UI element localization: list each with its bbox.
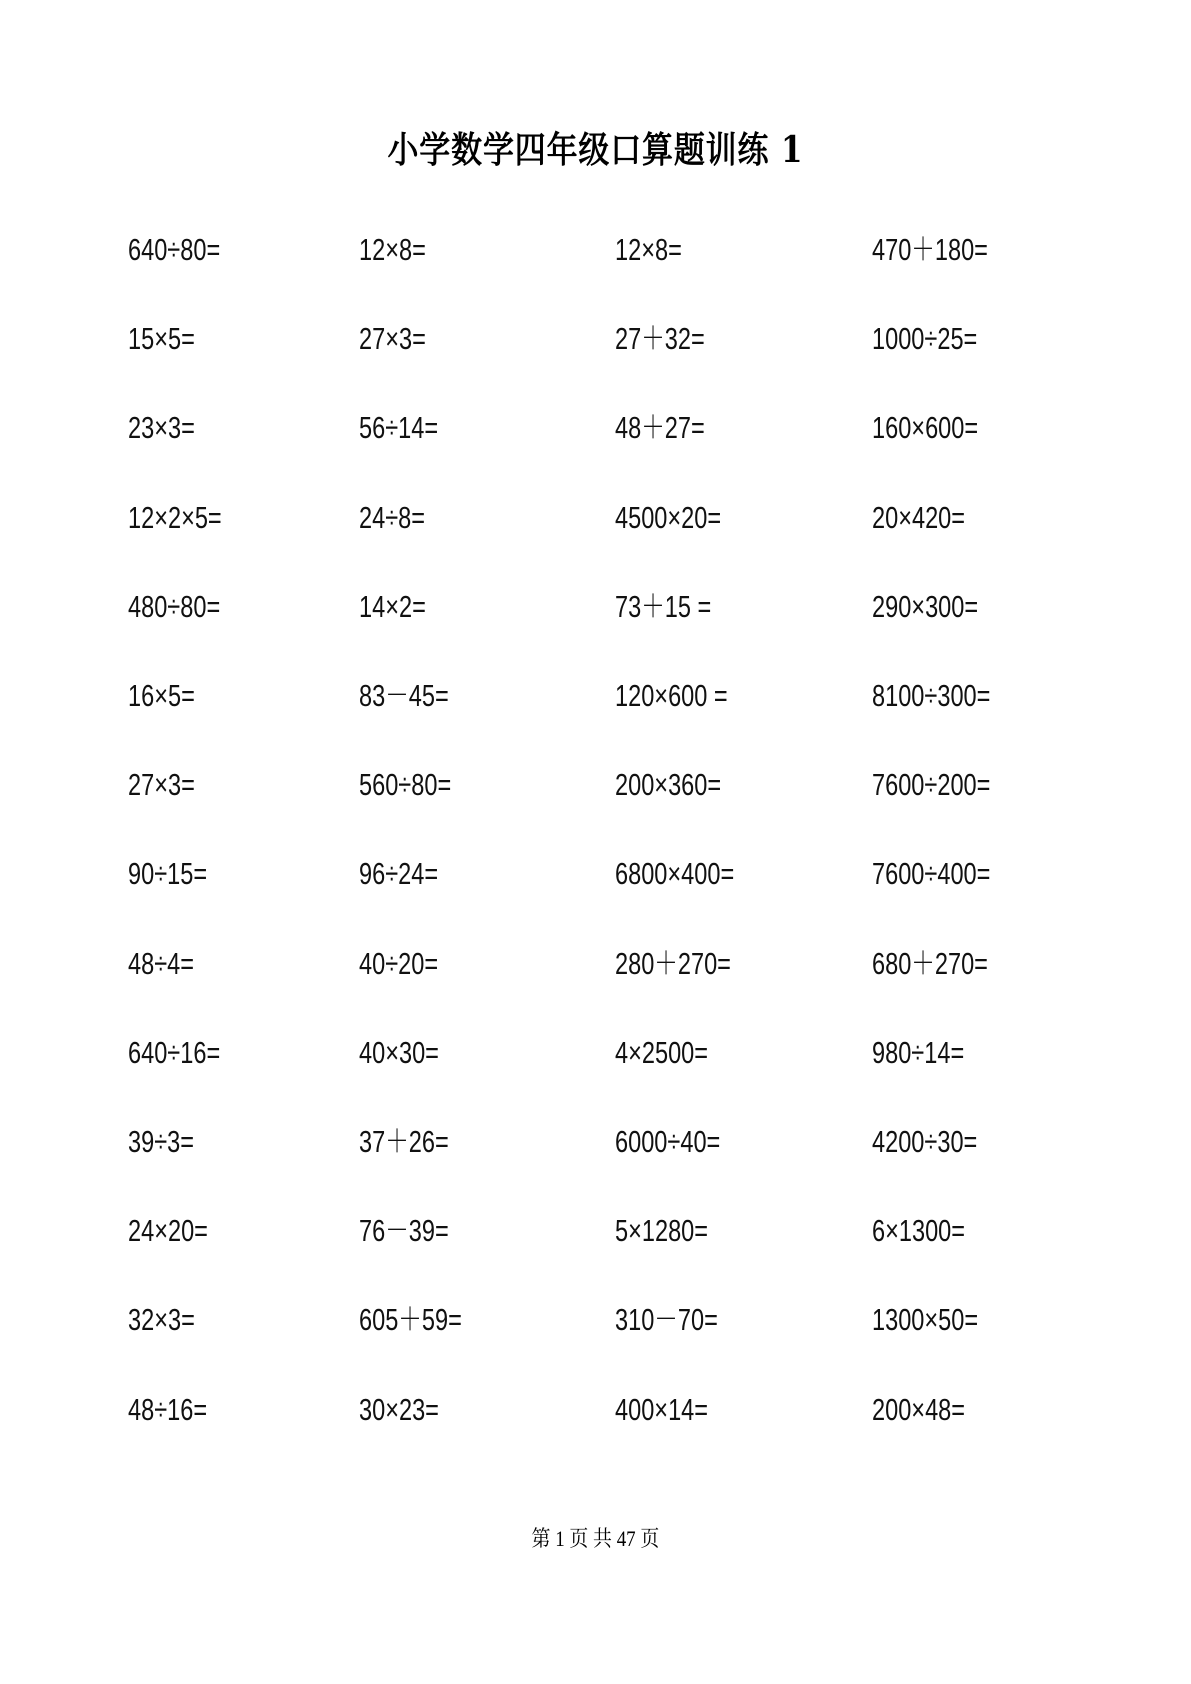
- problem-item: 24×20=: [128, 1213, 208, 1248]
- problem-item: 605＋59=: [359, 1302, 462, 1337]
- problem-item: 90÷15=: [128, 856, 208, 891]
- page-footer: 第 1 页 共 47 页: [531, 1526, 660, 1551]
- problem-item: 32×3=: [128, 1302, 195, 1337]
- problem-item: 14×2=: [359, 589, 426, 624]
- problem-item: 400×14=: [615, 1392, 709, 1427]
- problem-item: 16×5=: [128, 678, 195, 713]
- problem-item: 20×420=: [872, 500, 966, 535]
- problem-item: 1300×50=: [872, 1302, 979, 1337]
- problem-item: 40÷20=: [359, 946, 439, 981]
- problem-item: 23×3=: [128, 410, 195, 445]
- problem-item: 160×600=: [872, 410, 979, 445]
- problem-item: 12×8=: [359, 232, 426, 267]
- problem-item: 480÷80=: [128, 589, 221, 624]
- problem-item: 120×600 =: [615, 678, 728, 713]
- problem-item: 48＋27=: [615, 410, 705, 445]
- problem-item: 96÷24=: [359, 856, 439, 891]
- problem-item: 640÷80=: [128, 232, 221, 267]
- problem-item: 30×23=: [359, 1392, 439, 1427]
- problem-item: 1000÷25=: [872, 321, 978, 356]
- problem-item: 27＋32=: [615, 321, 705, 356]
- problem-item: 310－70=: [615, 1302, 718, 1337]
- problem-item: 7600÷200=: [872, 767, 991, 802]
- page-title: 小学数学四年级口算题训练 1: [387, 129, 804, 171]
- problem-item: 73＋15 =: [615, 589, 712, 624]
- problem-item: 83－45=: [359, 678, 449, 713]
- problem-item: 200×48=: [872, 1392, 966, 1427]
- problem-item: 48÷4=: [128, 946, 195, 981]
- problem-item: 680＋270=: [872, 946, 988, 981]
- problem-item: 39÷3=: [128, 1124, 195, 1159]
- problem-item: 6×1300=: [872, 1213, 966, 1248]
- problem-item: 4500×20=: [615, 500, 722, 535]
- problem-item: 76－39=: [359, 1213, 449, 1248]
- problem-item: 640÷16=: [128, 1035, 221, 1070]
- problem-item: 24÷8=: [359, 500, 426, 535]
- problem-item: 12×8=: [615, 232, 682, 267]
- problem-item: 4200÷30=: [872, 1124, 978, 1159]
- problem-item: 40×30=: [359, 1035, 439, 1070]
- problem-item: 12×2×5=: [128, 500, 222, 535]
- problem-item: 8100÷300=: [872, 678, 991, 713]
- problem-item: 200×360=: [615, 767, 722, 802]
- problem-item: 15×5=: [128, 321, 195, 356]
- problem-item: 56÷14=: [359, 410, 439, 445]
- problem-item: 7600÷400=: [872, 856, 991, 891]
- problem-item: 470＋180=: [872, 232, 988, 267]
- problem-item: 4×2500=: [615, 1035, 709, 1070]
- problem-item: 27×3=: [359, 321, 426, 356]
- problem-item: 48÷16=: [128, 1392, 208, 1427]
- problem-item: 280＋270=: [615, 946, 731, 981]
- problem-item: 6800×400=: [615, 856, 735, 891]
- problem-item: 560÷80=: [359, 767, 452, 802]
- problem-item: 27×3=: [128, 767, 195, 802]
- problem-item: 5×1280=: [615, 1213, 709, 1248]
- problem-item: 6000÷40=: [615, 1124, 721, 1159]
- problem-item: 980÷14=: [872, 1035, 965, 1070]
- problem-item: 37＋26=: [359, 1124, 449, 1159]
- problem-item: 290×300=: [872, 589, 979, 624]
